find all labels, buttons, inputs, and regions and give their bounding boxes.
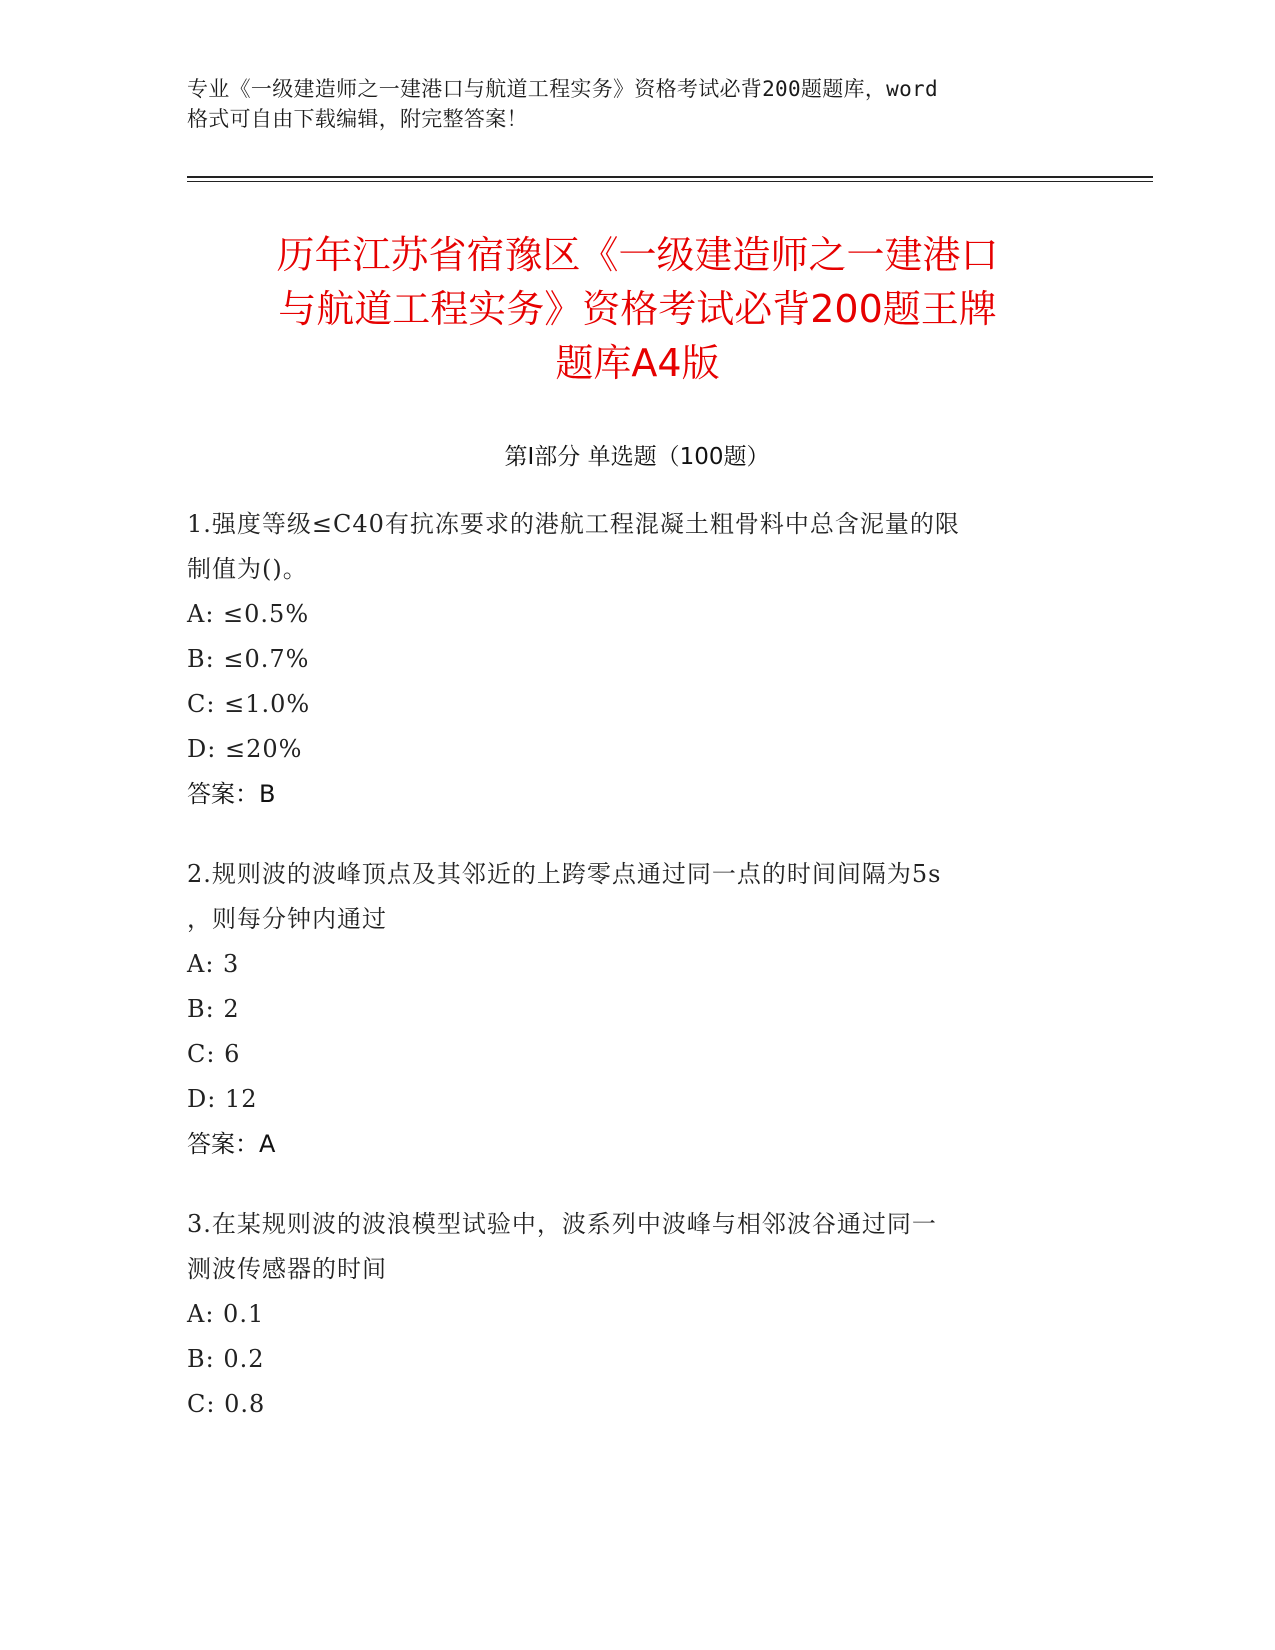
answer: 答案：A xyxy=(187,1130,276,1158)
option-b: B: 0.2 xyxy=(187,1345,265,1373)
option-b: B: 2 xyxy=(187,995,240,1023)
answer: 答案：B xyxy=(187,780,276,808)
title-line3: 题库A4版 xyxy=(555,341,720,385)
question-text-line2: 制值为()。 xyxy=(187,555,308,583)
question-3 xyxy=(187,1202,1087,1427)
question-2 xyxy=(187,852,1087,1167)
option-d: D: ≤20% xyxy=(187,735,303,763)
option-a: A: 0.1 xyxy=(187,1300,265,1328)
header-divider-thin xyxy=(187,181,1153,182)
question-text-line1: 3.在某规则波的波浪模型试验中，波系列中波峰与相邻波谷通过同一 xyxy=(187,1210,937,1238)
header-note-line1: 专业《一级建造师之一建港口与航道工程实务》资格考试必背200题题库，word xyxy=(187,77,938,101)
question-text-line1: 1.强度等级≤C40有抗冻要求的港航工程混凝土粗骨料中总含泥量的限 xyxy=(187,510,960,538)
option-c: C: ≤1.0% xyxy=(187,690,311,718)
title-line1: 历年江苏省宿豫区《一级建造师之一建港口 xyxy=(276,233,999,277)
option-c: C: 0.8 xyxy=(187,1390,266,1418)
header-note xyxy=(187,74,1067,134)
option-c: C: 6 xyxy=(187,1040,241,1068)
question-text-line2: ，则每分钟内通过 xyxy=(187,905,387,933)
document-title xyxy=(170,228,1105,390)
option-d: D: 12 xyxy=(187,1085,258,1113)
option-b: B: ≤0.7% xyxy=(187,645,310,673)
section-heading: 第Ⅰ部分 单选题（100题） xyxy=(504,444,770,470)
option-a: A: ≤0.5% xyxy=(187,600,310,628)
header-note-line2: 格式可自由下载编辑，附完整答案！ xyxy=(187,107,528,131)
header-divider-thick xyxy=(187,176,1153,178)
title-line2: 与航道工程实务》资格考试必背200题王牌 xyxy=(278,287,997,331)
question-1 xyxy=(187,502,1087,817)
option-a: A: 3 xyxy=(187,950,240,978)
question-text-line2: 测波传感器的时间 xyxy=(187,1255,387,1283)
question-text-line1: 2.规则波的波峰顶点及其邻近的上跨零点通过同一点的时间间隔为5s xyxy=(187,860,942,888)
